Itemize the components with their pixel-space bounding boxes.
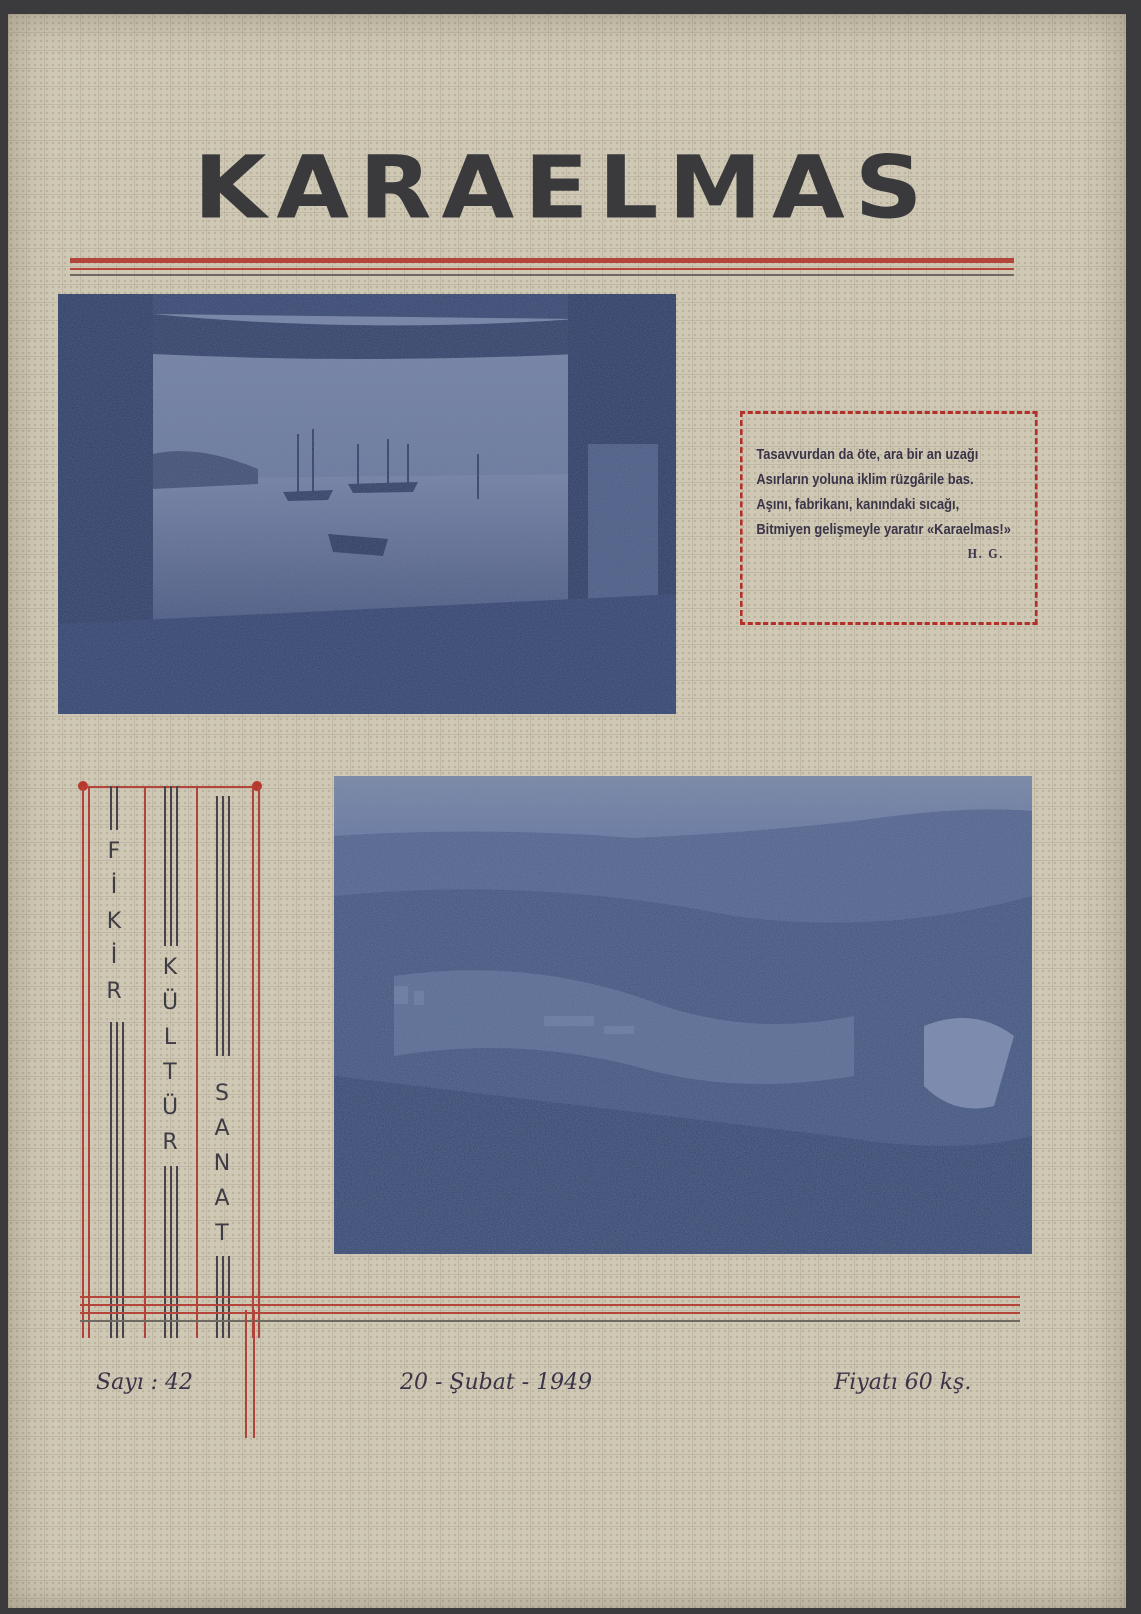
letter: A xyxy=(214,1186,230,1211)
motto-line xyxy=(88,786,90,1338)
letter: İ xyxy=(110,874,118,899)
magazine-cover xyxy=(8,14,1126,1608)
masthead-rule-red-thin xyxy=(70,268,1014,270)
vertical-motto xyxy=(82,786,272,1338)
poem-signature: H. G. xyxy=(967,547,1005,562)
poem-line: Asırların yoluna iklim rüzgârile bas. xyxy=(756,471,974,488)
footer-rule-gray xyxy=(80,1320,1020,1322)
word-kultur xyxy=(160,950,180,1160)
footer-rule-red xyxy=(80,1296,1020,1298)
motto-line xyxy=(222,796,224,1056)
poem-line: Bitmiyen gelişmeyle yaratır «Karaelmas!» xyxy=(756,521,1011,538)
motto-line xyxy=(122,1022,124,1338)
motto-line xyxy=(164,786,166,946)
poem-box xyxy=(740,411,1038,625)
footer-divider xyxy=(245,1310,247,1438)
letter: R xyxy=(162,1130,178,1155)
issue-number: Sayı : 42 xyxy=(96,1370,194,1395)
poem-line: Aşını, fabrikanı, kanındaki sıcağı, xyxy=(756,496,960,513)
letter: T xyxy=(215,1221,229,1246)
motto-line xyxy=(144,786,146,1338)
motto-line xyxy=(196,786,198,1338)
footer-rule-red xyxy=(80,1312,1020,1314)
poem-line: Tasavvurdan da öte, ara bir an uzağı xyxy=(756,446,979,463)
motto-line xyxy=(116,1022,118,1338)
footer-divider xyxy=(253,1310,255,1438)
masthead-rule-red xyxy=(70,258,1014,263)
masthead-rule-gray xyxy=(70,274,1014,276)
masthead-title: KARAELMAS xyxy=(193,138,933,239)
word-sanat xyxy=(212,1076,232,1251)
letter: F xyxy=(107,839,121,864)
letter: K xyxy=(162,955,178,980)
valley-photo xyxy=(334,776,1032,1254)
motto-line xyxy=(176,786,178,946)
motto-line xyxy=(228,796,230,1056)
letter: Ü xyxy=(161,1095,179,1120)
footer-rule-red xyxy=(80,1304,1020,1306)
letter: L xyxy=(163,1025,177,1050)
letter: R xyxy=(106,979,122,1004)
motto-line xyxy=(82,786,84,1338)
letter: Ü xyxy=(161,990,179,1015)
letter: İ xyxy=(110,944,118,969)
motto-line xyxy=(258,786,260,1338)
motto-line xyxy=(170,786,172,946)
motto-line xyxy=(216,796,218,1056)
letter: K xyxy=(106,909,122,934)
word-fikir xyxy=(104,834,124,1009)
harbor-photo xyxy=(58,294,676,714)
letter: N xyxy=(213,1151,231,1176)
issue-price: Fiyatı 60 kş. xyxy=(834,1370,972,1395)
motto-line xyxy=(252,786,254,1338)
letter: T xyxy=(163,1060,177,1085)
letter: S xyxy=(215,1081,229,1106)
letter: A xyxy=(214,1116,230,1141)
issue-date: 20 - Şubat - 1949 xyxy=(400,1370,593,1395)
motto-line xyxy=(110,786,112,830)
motto-line xyxy=(116,786,118,830)
motto-line xyxy=(110,1022,112,1338)
